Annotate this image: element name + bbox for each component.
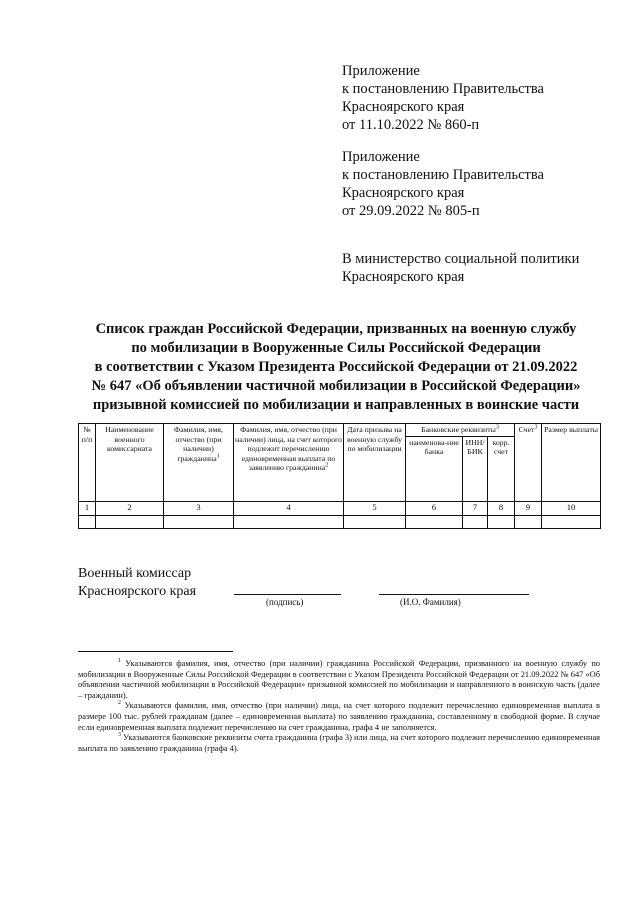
table-header-row <box>79 424 601 437</box>
empty-cell <box>463 515 488 528</box>
header-bank-name: наименова-ние банка <box>406 436 463 501</box>
empty-cell <box>344 515 406 528</box>
appendix-label: Приложение <box>342 149 420 165</box>
header-bank-details: Банковские реквизиты$^3$ <box>406 424 515 437</box>
appendix-region: Красноярского края <box>342 185 465 201</box>
header-call-date: Дата призыва на военную службу по мобилизации <box>344 424 406 502</box>
column-number: 2 <box>96 501 164 515</box>
column-number: 7 <box>463 501 488 515</box>
footnote-2: $^2$ Указываются фамилия, имя, отчество (при наличии) лица, на счет которого подлежит перечислению единовременная выплата в размере 100 тыс. рублей гражданам (далее – единовременная выплата) по заявлению гражданина, составленному в свободной форме. В случае если единовременная выплата подлежит перечислению на счет гражданина, графа 4 не заполняется. <box>78 700 601 732</box>
document-title <box>40 320 632 415</box>
empty-cell <box>515 515 542 528</box>
column-number: 10 <box>542 501 601 515</box>
empty-cell <box>164 515 234 528</box>
addressee-line: В министерство социальной политики <box>342 251 580 267</box>
appendix-805 <box>342 148 544 220</box>
name-line <box>379 594 529 595</box>
title-line: Список граждан Российской Федерации, призванных на военную службу <box>95 321 577 337</box>
header-payee-name: Фамилия, имя, отчество (при наличии) лица, на счет которого подлежит перечислению единовременная выплата по заявлению гражданина$^2$ <box>234 424 344 502</box>
column-number: 1 <box>79 501 96 515</box>
header-inn-bik: ИНН/ БИК <box>463 436 488 501</box>
name-caption: (И.О. Фамилия) <box>400 597 461 607</box>
title-line: по мобилизации в Вооруженные Силы Российской Федерации <box>131 340 541 356</box>
footnote-divider <box>78 651 233 652</box>
citizens-table <box>78 423 601 529</box>
header-citizen-name: Фамилия, имя, отчество (при наличии) гражданина$^1$ <box>164 424 234 502</box>
appendix-resolution: к постановлению Правительства <box>342 81 544 97</box>
addressee-line: Красноярского края <box>342 269 465 285</box>
column-number: 5 <box>344 501 406 515</box>
appendix-label: Приложение <box>342 63 420 79</box>
appendix-date-number: от 29.09.2022 № 805-п <box>342 203 480 219</box>
header-corr-account: корр. счет <box>488 436 515 501</box>
signature-block <box>78 565 196 601</box>
column-number: 9 <box>515 501 542 515</box>
signatory-region: Красноярского края <box>78 584 197 599</box>
signature-line <box>234 594 341 595</box>
column-number: 8 <box>488 501 515 515</box>
column-number: 3 <box>164 501 234 515</box>
appendix-860 <box>342 62 544 134</box>
footnotes <box>78 659 600 754</box>
empty-cell <box>79 515 96 528</box>
column-number: 4 <box>234 501 344 515</box>
header-account: Счет$^3$ <box>515 424 542 502</box>
empty-cell <box>406 515 463 528</box>
signatory-position: Военный комиссар <box>78 566 192 581</box>
table-column-numbers <box>79 501 601 515</box>
appendix-region: Красноярского края <box>342 99 465 115</box>
table-empty-row <box>79 515 601 528</box>
signature-caption: (подпись) <box>266 597 304 607</box>
title-line: в соответствии с Указом Президента Российской Федерации от 21.09.2022 <box>94 359 578 375</box>
footnote-3: $^3$ Указываются банковские реквизиты счета гражданина (графа 3) или лица, на счет которого подлежит перечислению единовременная выплата по заявлению гражданина (графа 4). <box>78 732 601 753</box>
appendix-date-number: от 11.10.2022 № 860-п <box>342 117 480 133</box>
title-line: призывной комиссией по мобилизации и направленных в воинские части <box>92 397 580 413</box>
column-number: 6 <box>406 501 463 515</box>
empty-cell <box>234 515 344 528</box>
empty-cell <box>542 515 601 528</box>
appendix-resolution: к постановлению Правительства <box>342 167 544 183</box>
empty-cell <box>488 515 515 528</box>
empty-cell <box>96 515 164 528</box>
header-number: № п/п <box>79 424 96 502</box>
header-commissariat: Наименование военного комиссариата <box>96 424 164 502</box>
title-line: № 647 «Об объявлении частичной мобилизации в Российской Федерации» <box>91 378 581 394</box>
addressee <box>342 250 579 286</box>
header-amount: Размер выплаты <box>542 424 601 502</box>
footnote-1: $^1$ Указываются фамилия, имя, отчество (при наличии) гражданина Российской Федерации, призванного на военную службу по мобилизации в Вооруженные Силы Российской Федерации в соответствии с Указом Президента Российской Федерации от 21.09.2022 № 647 «Об объявлении частичной мобилизации в Российской Федерации» призывной комиссией по мобилизации и направленного в воинскую часть (далее – гражданин). <box>78 658 600 700</box>
